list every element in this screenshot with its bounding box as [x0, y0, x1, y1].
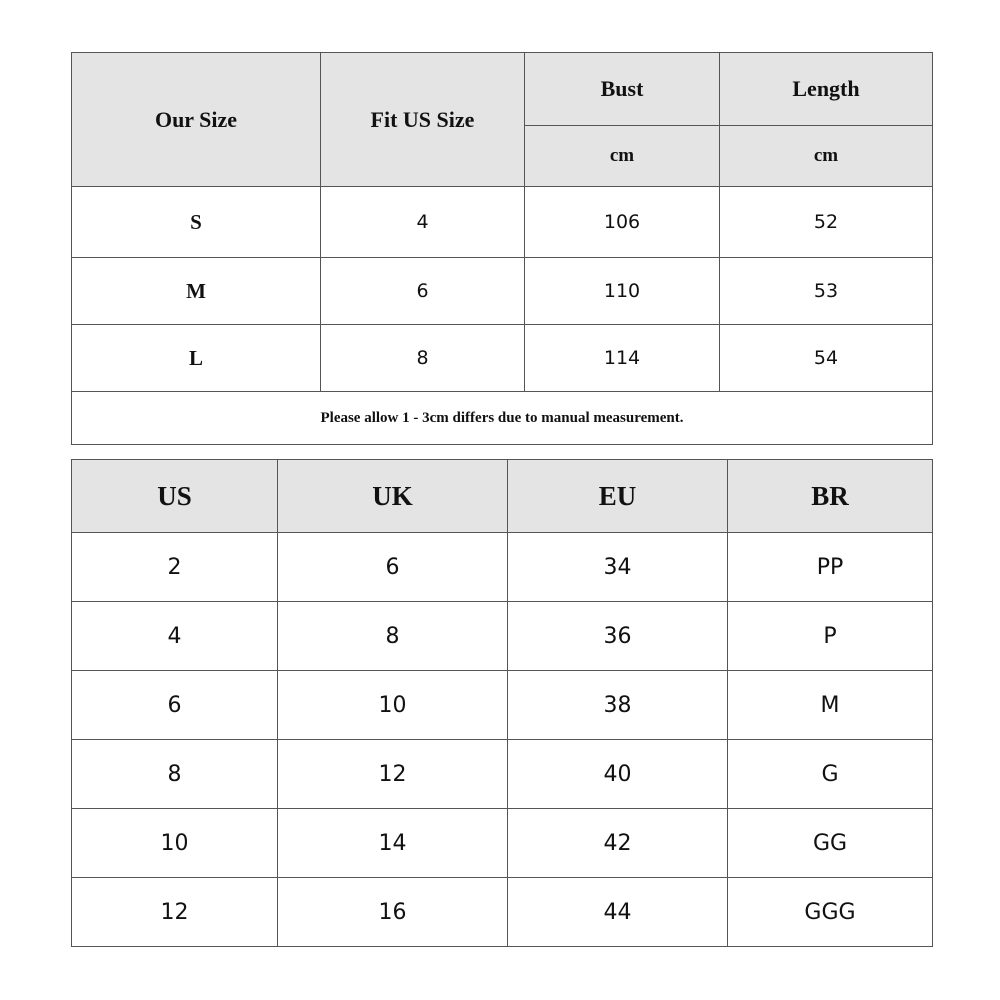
header-length: Length: [720, 53, 933, 126]
fit-us-size-cell: 4: [321, 187, 525, 258]
eu-cell: 34: [508, 533, 728, 602]
our-size-cell: M: [72, 258, 321, 325]
size-chart-table: [71, 52, 933, 445]
us-cell: 4: [72, 602, 278, 671]
size-chart-header-row: [72, 53, 933, 126]
eu-cell: 42: [508, 809, 728, 878]
us-cell: 8: [72, 740, 278, 809]
our-size-cell: S: [72, 187, 321, 258]
uk-cell: 14: [278, 809, 508, 878]
br-cell: GGG: [728, 878, 933, 947]
our-size-cell: L: [72, 325, 321, 392]
br-cell: GG: [728, 809, 933, 878]
table-row: [72, 533, 933, 602]
note-row: [72, 392, 933, 445]
uk-cell: 12: [278, 740, 508, 809]
eu-cell: 38: [508, 671, 728, 740]
table-row: [72, 187, 933, 258]
br-cell: P: [728, 602, 933, 671]
conversion-header-row: [72, 460, 933, 533]
table-row: [72, 325, 933, 392]
table-row: [72, 809, 933, 878]
br-cell: M: [728, 671, 933, 740]
header-length-unit: cm: [720, 126, 933, 187]
fit-us-size-cell: 6: [321, 258, 525, 325]
uk-cell: 16: [278, 878, 508, 947]
table-row: [72, 740, 933, 809]
eu-cell: 44: [508, 878, 728, 947]
fit-us-size-cell: 8: [321, 325, 525, 392]
table-row: [72, 878, 933, 947]
table-row: [72, 671, 933, 740]
header-eu: EU: [508, 460, 728, 533]
header-br: BR: [728, 460, 933, 533]
length-cell: 53: [720, 258, 933, 325]
uk-cell: 6: [278, 533, 508, 602]
us-cell: 2: [72, 533, 278, 602]
header-us: US: [72, 460, 278, 533]
table-row: [72, 602, 933, 671]
length-cell: 54: [720, 325, 933, 392]
br-cell: PP: [728, 533, 933, 602]
eu-cell: 40: [508, 740, 728, 809]
us-cell: 6: [72, 671, 278, 740]
header-bust-unit: cm: [525, 126, 720, 187]
eu-cell: 36: [508, 602, 728, 671]
us-cell: 12: [72, 878, 278, 947]
header-our-size: Our Size: [72, 53, 321, 187]
header-bust: Bust: [525, 53, 720, 126]
bust-cell: 110: [525, 258, 720, 325]
header-uk: UK: [278, 460, 508, 533]
uk-cell: 10: [278, 671, 508, 740]
size-conversion-table: [71, 459, 933, 947]
table-row: [72, 258, 933, 325]
measurement-note: Please allow 1 - 3cm differs due to manual measurement.: [72, 392, 933, 445]
bust-cell: 114: [525, 325, 720, 392]
bust-cell: 106: [525, 187, 720, 258]
uk-cell: 8: [278, 602, 508, 671]
br-cell: G: [728, 740, 933, 809]
us-cell: 10: [72, 809, 278, 878]
length-cell: 52: [720, 187, 933, 258]
header-fit-us-size: Fit US Size: [321, 53, 525, 187]
